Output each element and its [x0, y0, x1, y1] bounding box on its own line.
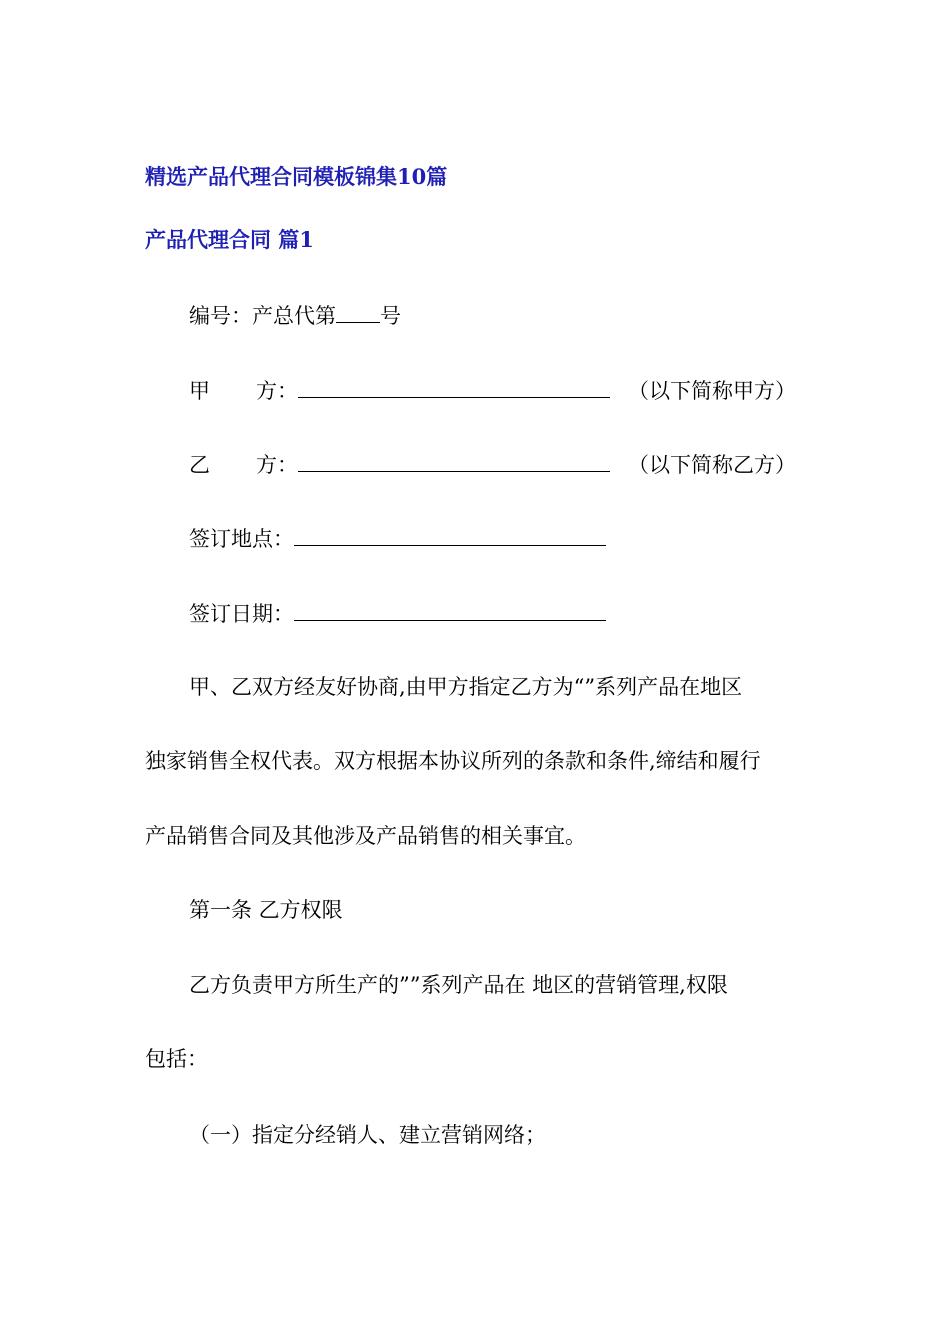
contract-number-line	[189, 300, 401, 330]
signing-date-blank[interactable]	[294, 598, 606, 621]
party-a-label-2: 方：	[256, 379, 298, 403]
signing-place-label: 签订地点：	[189, 527, 294, 551]
signing-place-line	[189, 523, 606, 553]
paragraph-1-line-2: 独家销售全权代表。双方根据本协议所列的条款和条件,缔结和履行	[145, 749, 761, 773]
paragraph-2-line-1: 乙方负责甲方所生产的””系列产品在 地区的营销管理,权限	[189, 973, 728, 997]
document-title: 精选产品代理合同模板锦集10篇	[145, 164, 448, 189]
article-1-title: 第一条 乙方权限	[189, 898, 343, 922]
party-a-label-1: 甲	[189, 379, 210, 403]
paragraph-2-line-2: 包括：	[145, 1047, 208, 1071]
signing-date-line	[189, 598, 606, 628]
paragraph-1-line-3: 产品销售合同及其他涉及产品销售的相关事宜。	[145, 824, 586, 848]
signing-date-label: 签订日期：	[189, 602, 294, 626]
party-b-note: （以下简称乙方）	[628, 453, 796, 477]
contract-number-suffix: 号	[380, 304, 401, 328]
party-a-note: （以下简称甲方）	[628, 379, 796, 403]
signing-place-blank[interactable]	[294, 523, 606, 546]
document-subtitle: 产品代理合同 篇1	[145, 227, 314, 252]
contract-number-blank[interactable]	[336, 300, 380, 323]
party-b-blank[interactable]	[298, 449, 610, 472]
party-b-line	[189, 449, 796, 479]
party-a-line	[189, 375, 796, 405]
paragraph-1-line-1: 甲、乙双方经友好协商,由甲方指定乙方为“”系列产品在地区	[189, 675, 743, 699]
party-b-label-2: 方：	[256, 453, 298, 477]
list-item-1: （一）指定分经销人、建立营销网络；	[189, 1123, 546, 1147]
contract-number-prefix: 编号：产总代第	[189, 304, 336, 328]
party-a-blank[interactable]	[298, 375, 610, 398]
party-b-label-1: 乙	[189, 453, 210, 477]
